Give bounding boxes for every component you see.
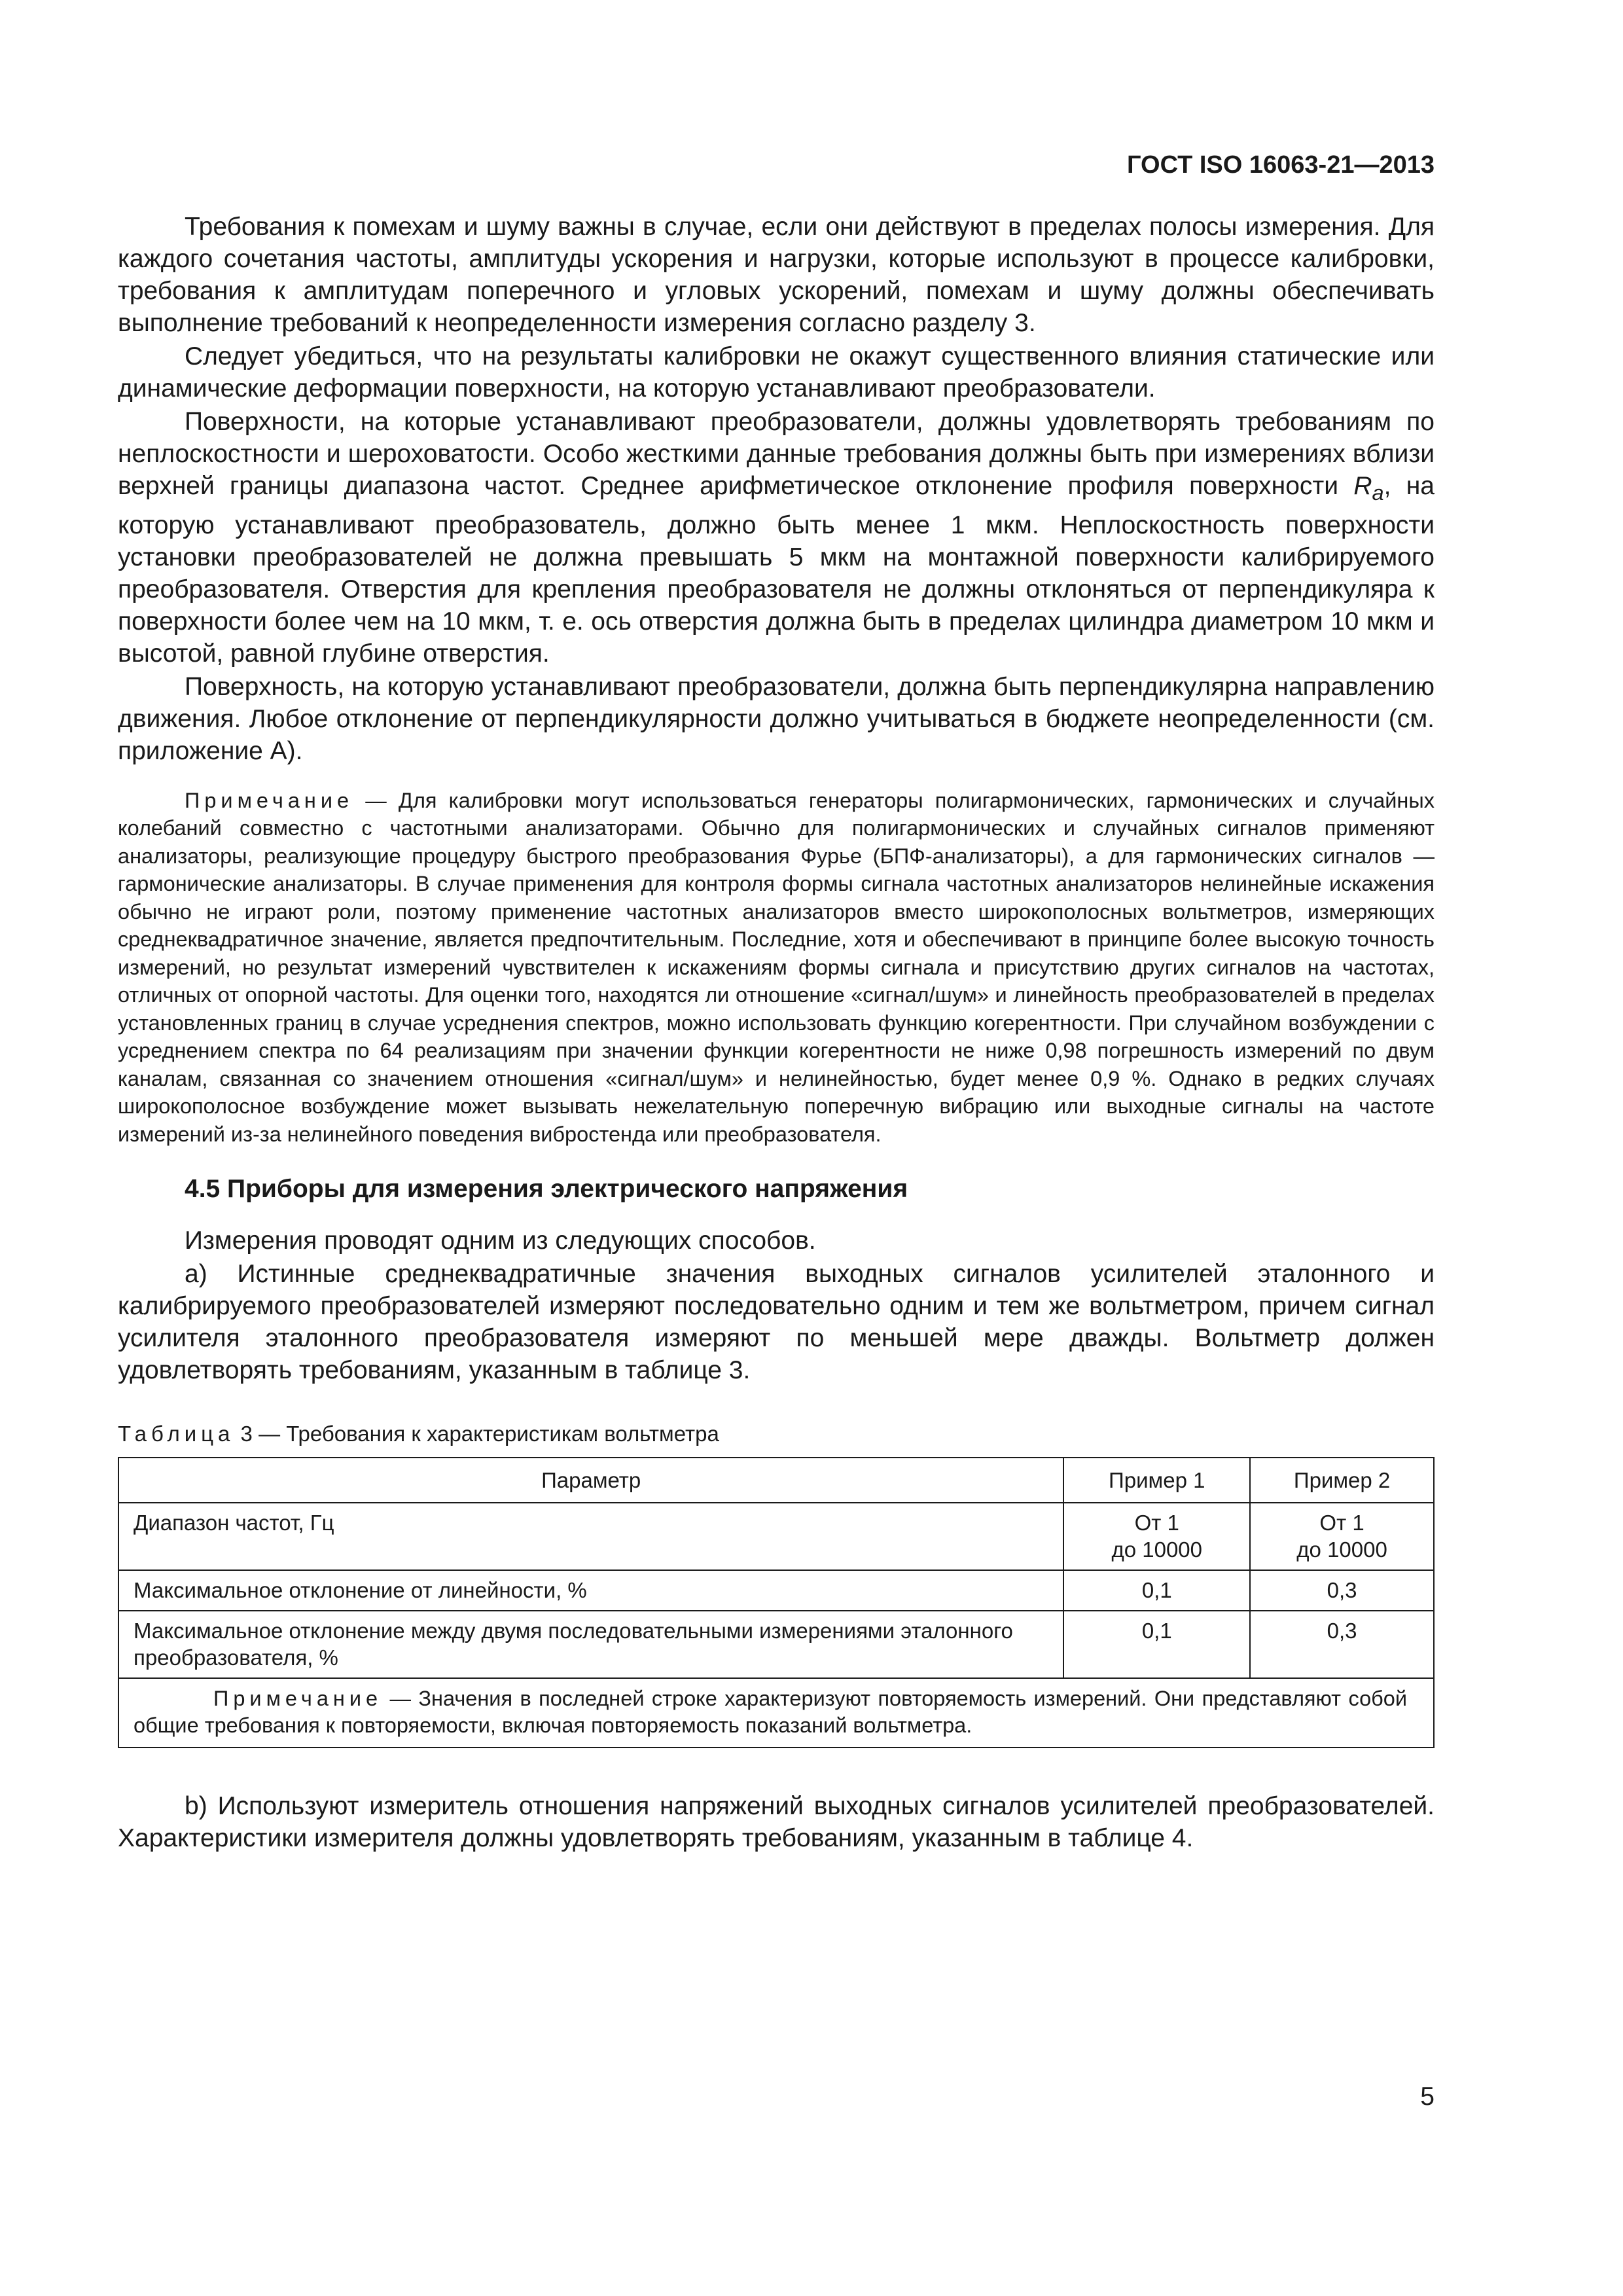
section-heading-4-5: 4.5 Приборы для измерения электрического напряжения xyxy=(185,1175,908,1204)
note-text: — Для калибровки могут использоваться генераторы полигармонических, гармонических и случайных колебаний совместно с частотными анализаторами. Обычно для полигармонических и случайных сигналов применяют анализаторы, реализующие процедуру быстрого преобразования Фурье (БПФ-анализаторы), а для гармонических сигналов — гармонические анализаторы. В случае применения для контроля формы сигнала частотных анализаторов нелинейные искажения обычно не играют роли, поэтому применение частотных анализаторов вместо широкополосных вольтметров, измеряющих среднеквадратичное значение, является предпочтительным. Последние, хотя и обеспечивают в принципе более высокую точность измерений, но результат измерений чувствителен к искажениям формы сигнала и присутствию других сигналов на частотах, отличных от опорной частоты. Для оценки того, находятся ли отношение «сигнал/шум» и линейность преобразователей в пределах установленных границ в случае усреднения спектров, можно использовать функцию когерентности. При случайном возбуждении с усреднением спектра по 64 реализациям при значении функции когерентности не ниже 0,98 погрешность измерений по двум каналам, связанная со значением отношения «сигнал/шум» и нелинейностью, будет менее 0,9 %. Однако в редких случаях широкополосное возбуждение может вызывать нежелательную поперечную вибрацию или выходные сигналы на частоте измерений из-за нелинейного поведения вибростенда или преобразователя. xyxy=(118,788,1435,1146)
page-body xyxy=(118,211,1435,1856)
table-note-row xyxy=(118,1678,1434,1748)
column-header-parameter: Параметр xyxy=(118,1458,1063,1503)
roughness-symbol: R xyxy=(1353,472,1372,500)
paragraph-noise-requirements: Требования к помехам и шуму важны в случае, если они действуют в пределах полосы измерения. Для каждого сочетания частоты, амплитуды ускорения и нагрузки, которые используют в процессе калибровки, требования к амплитудам поперечного и угловых ускорений, помехам и шуму должны обеспечивать выполнение требований к неопределенности измерения согласно разделу 3. xyxy=(118,213,1435,337)
paragraph-perpendicularity: Поверхность, на которую устанавливают преобразователи, должна быть перпендикулярна направлению движения. Любое отклонение от перпендикулярности должно учитываться в бюджете неопределенности (см. приложение А). xyxy=(118,672,1435,765)
table-cell-example-1: 0,1 xyxy=(1063,1570,1250,1611)
column-header-example-1: Пример 1 xyxy=(1063,1458,1250,1503)
table-cell-parameter: Диапазон частот, Гц xyxy=(118,1503,1063,1570)
table-cell-parameter: Максимальное отклонение между двумя последовательными измерениями эталонного преобразователя, % xyxy=(118,1611,1063,1678)
document-id-header: ГОСТ ISO 16063-21—2013 xyxy=(1126,151,1435,179)
table-cell-example-1: От 1 до 10000 xyxy=(1063,1503,1250,1570)
table-note-text: — Значения в последней строке характеризуют повторяемость измерений. Они представляют собой общие требования к повторяемости, включая повторяемость показаний вольтметра. xyxy=(134,1687,1407,1738)
paragraph-surface-flatness xyxy=(118,406,1435,670)
table-caption xyxy=(118,1420,1435,1448)
page-number: 5 xyxy=(1420,2083,1435,2111)
paragraph-surface-flatness-text-2: , на которую устанавливают преобразователь, должно быть менее 1 мкм. Неплоскостность поверхности установки преобразователей не должна превышать 5 мкм на монтажной поверхности калибрируемого преобразователя. Отверстия для крепления преобразователя не должны отклоняться от перпендикуляра к поверхности более чем на 10 мкм, т. е. ось отверстия должна быть в пределах цилиндра диаметром 10 мкм и высотой, равной глубине отверстия. xyxy=(118,472,1435,668)
paragraph-method-b: b) Используют измеритель отношения напряжений выходных сигналов усилителей преобразователей. Характеристики измерителя должны удовлетворять требованиям, указанным в таблице 4. xyxy=(118,1792,1435,1853)
table-row xyxy=(118,1503,1434,1570)
paragraph-surface-flatness-text-1: Поверхности, на которые устанавливают преобразователи, должны удовлетворять требованиям по неплоскостности и шероховатости. Особо жесткими данные требования должны быть при измерениях вблизи верхней границы диапазона частот. Среднее арифметическое отклонение профиля поверхности xyxy=(118,408,1435,500)
voltmeter-requirements-table xyxy=(118,1457,1435,1748)
table-cell-example-2: От 1 до 10000 xyxy=(1250,1503,1434,1570)
paragraph-measurement-methods: Измерения проводят одним из следующих способов. xyxy=(185,1227,816,1255)
table-row xyxy=(118,1611,1434,1678)
table-caption-text: 3 — Требования к характеристикам вольтметра xyxy=(234,1422,719,1446)
table-row xyxy=(118,1570,1434,1611)
table-note xyxy=(118,1678,1434,1748)
roughness-symbol-subscript: a xyxy=(1372,480,1384,505)
note-analyzers xyxy=(118,787,1435,1149)
paragraph-surface-deformation: Следует убедиться, что на результаты калибровки не окажут существенного влияния статические или динамические деформации поверхности, на которую устанавливают преобразователи. xyxy=(118,342,1435,403)
table-header-row xyxy=(118,1458,1434,1503)
note-label: Примечание xyxy=(185,788,354,812)
table-cell-example-1: 0,1 xyxy=(1063,1611,1250,1678)
table-cell-example-2: 0,3 xyxy=(1250,1611,1434,1678)
table-cell-example-2: 0,3 xyxy=(1250,1570,1434,1611)
paragraph-method-a: а) Истинные среднеквадратичные значения выходных сигналов усилителей эталонного и калибрируемого преобразователей измеряют последовательно одним и тем же вольтметром, причем сигнал усилителя эталонного преобразователя измеряют по меньшей мере дважды. Вольтметр должен удовлетворять требованиям, указанным в таблице 3. xyxy=(118,1260,1435,1385)
table-note-label: Примечание xyxy=(213,1687,383,1711)
column-header-example-2: Пример 2 xyxy=(1250,1458,1434,1503)
table-caption-label: Таблица xyxy=(118,1422,235,1446)
table-cell-parameter: Максимальное отклонение от линейности, % xyxy=(118,1570,1063,1611)
